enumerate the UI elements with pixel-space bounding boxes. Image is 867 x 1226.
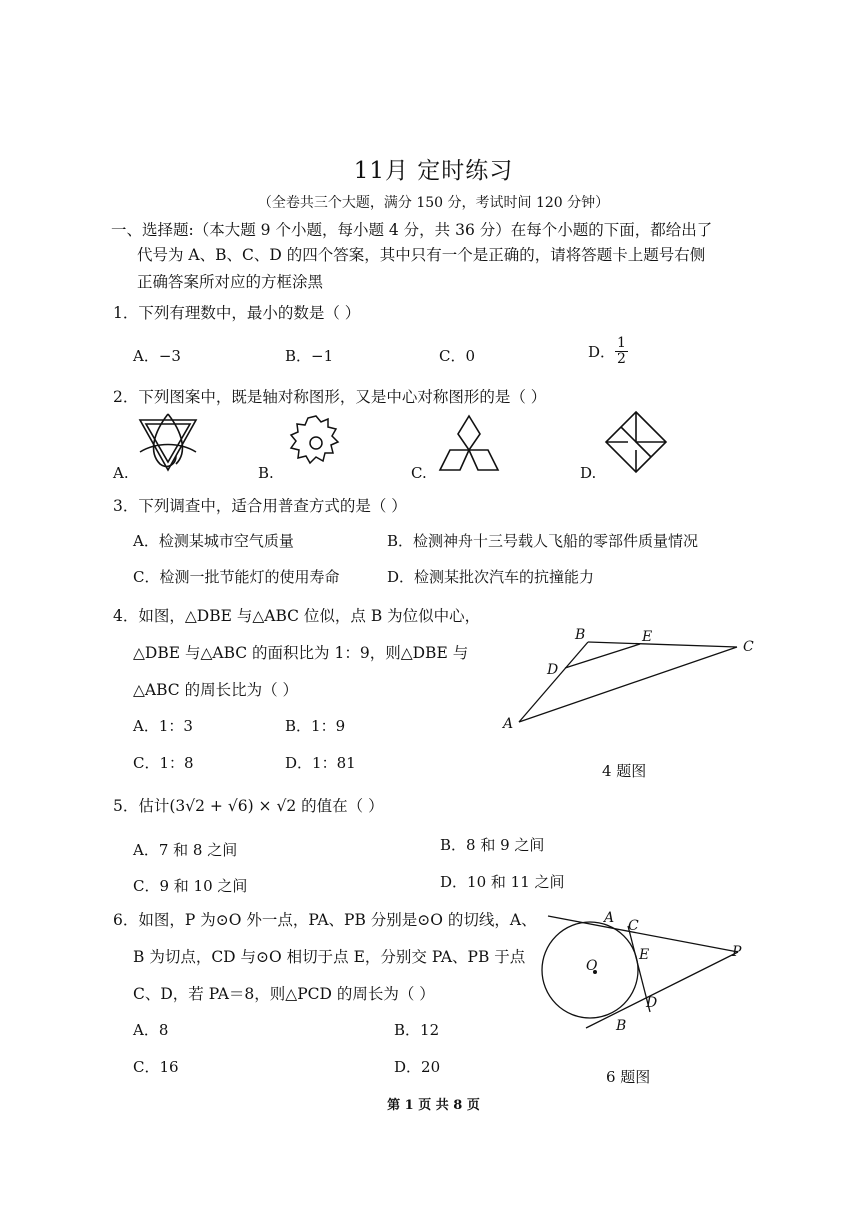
q4-option-b: B．1：9 bbox=[285, 717, 346, 735]
q1-stem: 1．下列有理数中，最小的数是（ ） bbox=[113, 304, 361, 322]
q6-label-a: A bbox=[604, 910, 615, 926]
three-rhombus-icon bbox=[436, 412, 502, 474]
q6-label-c: C bbox=[628, 918, 639, 934]
q4-label-a: A bbox=[503, 716, 514, 732]
triangle-knot-icon bbox=[136, 412, 200, 474]
q6-label-b: B bbox=[616, 1018, 627, 1034]
q4-stem-1: 4．如图，△DBE 与△ABC 位似，点 B 为位似中心， bbox=[113, 607, 481, 625]
q6-option-d: D．20 bbox=[394, 1058, 441, 1076]
q6-stem-1: 6．如图，P 为⊙O 外一点，PA、PB 分别是⊙O 的切线，A、 bbox=[113, 911, 537, 929]
q6-label-d: D bbox=[646, 995, 658, 1011]
q5-option-b: B．8 和 9 之间 bbox=[440, 836, 545, 854]
q4-caption: 4 题图 bbox=[602, 762, 647, 780]
q2-option-c: C. bbox=[411, 464, 427, 482]
section-instruction-3: 正确答案所对应的方框涂黑 bbox=[137, 273, 324, 291]
q6-option-c: C．16 bbox=[133, 1058, 179, 1076]
q4-label-c: C bbox=[743, 639, 754, 655]
q5-option-c: C．9 和 10 之间 bbox=[133, 877, 248, 895]
q4-option-d: D．1：81 bbox=[285, 754, 356, 772]
q1-option-d-prefix: D． bbox=[588, 343, 616, 361]
q5-option-a: A．7 和 8 之间 bbox=[133, 841, 238, 859]
q2-stem: 2．下列图案中，既是轴对称图形，又是中心对称图形的是（ ） bbox=[113, 388, 547, 406]
q6-option-b: B．12 bbox=[394, 1021, 440, 1039]
q1-option-d bbox=[588, 336, 628, 367]
q6-label-e: E bbox=[639, 947, 650, 963]
q2-option-b: B. bbox=[258, 464, 274, 482]
exam-info: （全卷共三个大题，满分 150 分，考试时间 120 分钟） bbox=[257, 195, 610, 211]
q6-caption: 6 题图 bbox=[606, 1068, 651, 1086]
q6-stem-2: B 为切点，CD 与⊙O 相切于点 E，分别交 PA、PB 于点 bbox=[133, 948, 526, 966]
q4-label-d: D bbox=[547, 662, 559, 678]
q4-stem-2: △DBE 与△ABC 的面积比为 1：9，则△DBE 与 bbox=[133, 644, 469, 662]
q6-stem-3: C、D，若 PA＝8，则△PCD 的周长为（ ） bbox=[133, 985, 435, 1003]
fraction-denominator: 2 bbox=[617, 351, 626, 367]
snowflake-icon bbox=[284, 412, 348, 474]
q3-stem: 3．下列调查中，适合用普查方式的是（ ） bbox=[113, 497, 407, 515]
q4-label-e: E bbox=[642, 629, 653, 645]
q3-option-c: C．检测一批节能灯的使用寿命 bbox=[133, 568, 340, 586]
q4-figure bbox=[495, 620, 765, 740]
q4-label-b: B bbox=[575, 627, 586, 643]
q3-option-b: B．检测神舟十三号载人飞船的零部件质量情况 bbox=[387, 532, 699, 550]
section-heading: 一、选择题:（本大题 9 个小题，每小题 4 分，共 36 分）在每个小题的下面，都给出了 bbox=[111, 221, 713, 239]
page-title: 11月 定时练习 bbox=[353, 158, 514, 184]
fraction-numerator: 1 bbox=[617, 335, 626, 351]
q2-option-a: A. bbox=[113, 464, 129, 482]
q6-option-a: A．8 bbox=[133, 1021, 169, 1039]
q6-label-p: P bbox=[732, 944, 742, 960]
q3-option-a: A．检测某城市空气质量 bbox=[133, 532, 294, 550]
q1-option-c: C．0 bbox=[439, 347, 476, 365]
q3-option-d: D．检测某批次汽车的抗撞能力 bbox=[387, 568, 595, 586]
q1-option-a: A．−3 bbox=[133, 347, 181, 365]
q6-figure bbox=[538, 900, 760, 1040]
q4-option-a: A．1：3 bbox=[133, 717, 193, 735]
q2-option-d: D. bbox=[580, 464, 597, 482]
fraction bbox=[615, 336, 628, 367]
q4-stem-3: △ABC 的周长比为（ ） bbox=[133, 681, 299, 699]
q5-stem: 5．估计(3√2 + √6) × √2 的值在（ ） bbox=[113, 797, 384, 815]
section-instruction-2: 代号为 A、B、C、D 的四个答案，其中只有一个是正确的，请将答题卡上题号右侧 bbox=[137, 246, 706, 264]
q1-option-b: B．−1 bbox=[285, 347, 334, 365]
q4-option-c: C．1：8 bbox=[133, 754, 194, 772]
q6-label-o: O bbox=[586, 958, 598, 974]
q5-option-d: D．10 和 11 之间 bbox=[440, 873, 565, 891]
page-number: 第 1 页 共 8 页 bbox=[387, 1098, 480, 1113]
rotated-square-icon bbox=[604, 410, 668, 474]
